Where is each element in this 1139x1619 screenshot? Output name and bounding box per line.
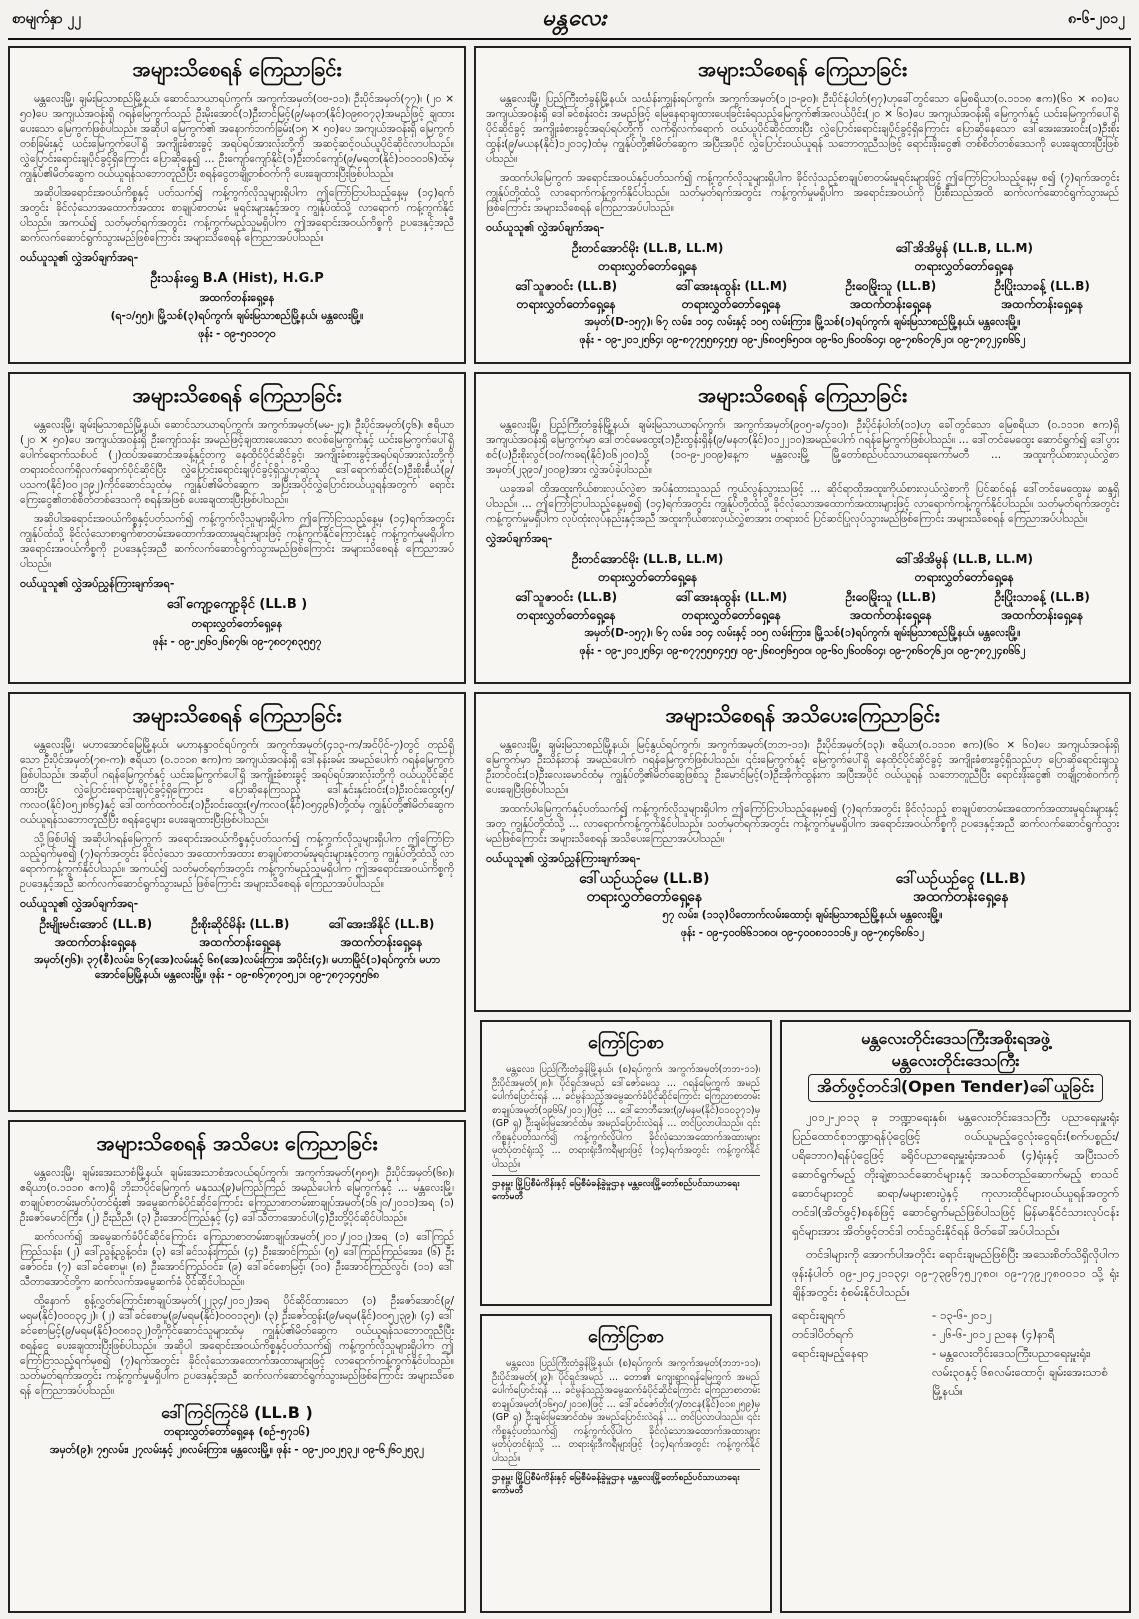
issue-date: ၈-၆-၂၀၁၂ xyxy=(1067,10,1125,27)
lawyer-role: အထက်တန်းရှေ့နေ xyxy=(55,935,137,949)
detail-label: ရောင်းချမည့်နေရာ xyxy=(792,1346,869,1360)
detail-label: ရောင်းချရက် xyxy=(792,1308,846,1322)
detail-value: - ၂၆-၆-၂၀၁၂ ညနေ (၄)နာရီ xyxy=(932,1327,1055,1341)
lawyer-block xyxy=(846,588,937,624)
lawyer-phone: ဖုန်း - ၀၉-၂၅၆၀၂၆၈၇၆၊ ၀၉-၇၈၀၇၈၃၅၅၇ xyxy=(152,636,322,648)
lawyer-role: တရားလွှတ်တော်ရှေ့နေ xyxy=(681,297,781,311)
notice-ad-2 xyxy=(474,46,1131,364)
lawyer-block xyxy=(329,915,435,951)
notice-title: ကြော်ငြာစာ xyxy=(587,1032,665,1053)
lawyer-name: ဒေါ်အိအိမွန် (LL.B, LL.M) xyxy=(895,552,1033,566)
notice-body: မန္တလေး၊ ပြည်ကြီးတံခွန်မြို့နယ်၊ (စ)ရပ်ကွက်၊ အကွက်အမှတ်(ဘဘ-၁၁)၊ ဦးပိုင်အမှတ်(၂၉)၊ ပိုင်ရှင်အမည် ... တော၏ ကျေးရွာဂရန်မြေကွက် အမည်ပေါက်ပြောင်းရန် ... ခင်မွန်သည့်အမွေဆက်ခံပိုင်ဆိုင်ကြောင်း ကြေညာစာတမ်းစာချုပ်အမှတ်(၁၆၅၀/၂၀၁၈)ဖြင့် ... ဒေါ်ခင်ဇော်တိုး(၇/တငန(နိုင်)၀၁၈၂၅၉)မှ (GP ရှ) ဦးချမ်းမြအောင်ထံမှ အမည်ပြောင်းလဲရန် ... တင်ပြလာပါသည်။ ၎င်းကိစ္စနှင့်ပတ်သက်၍ ကန့်ကွက်လိုပါက ခိုင်လုံသောအထောက်အထားများ မှတ်ပုံတင်ရုံးသို့ ... တရားရုံးဒီကရီများဖြင့် (၁၄)ရက်အတွင်း ကန့်ကွက်နိုင်ပါသည်။ xyxy=(492,1358,760,1464)
announcement-ad-8 xyxy=(480,1020,772,1306)
notice-body: အထက်ပါမြေကွက်နှင့်ပတ်သက်၍ ကန့်ကွက်လိုသူများရှိပါက ဤကြော်ငြာပါသည့်နေ့မှစ၍ (၇)ရက်အတွင်း ခိုင်လုံသည့် စာချုပ်စာတမ်းအထောက်အထားမူရင်းများနှင့်အတူ ကျွန်ုပ်တို့ထံသို့ ... လာရောက်ကန့်ကွက်နိုင်ပါသည်။ သတ်မှတ်ရက်အတွင်း ကန့်ကွက်မှုမရှိပါက အရောင်းအဝယ်ကိစ္စကို ဥပဒေနှင့်အညီ ဆက်လက်ဆောင်ရွက်သွားမည်ဖြစ်ကြောင်း အများသိစေရန် အသိပေးကြေညာအပ်ပါသည်။ xyxy=(486,803,1119,845)
lawyer-role: တရားလွှတ်တော်ရှေ့နေ xyxy=(516,608,616,622)
lawyer-block xyxy=(846,277,937,313)
lawyer-name: ဦးသန်းရွှေ B.A (Hist), H.G.P xyxy=(150,271,324,286)
lawyer-phone: ဖုန်း - ၀၉-၂၀၁၂၅၆၄၊ ၀၉-၈၇၇၅၅၈၄၅၅၊ ၀၉-၂၆၈၀၅၆၅၀၀၊ ၀၉-၆၀၂၆၀၀၆၀၄၊ ၀၉-၇၈၆၀၇၆၂၀၊ ၀၉-၇၈၇၂၄၈၆၆၂ xyxy=(579,334,1026,346)
mandate-line: ဝယ်ယူသူ၏ လွှဲအပ်ချက်အရ- xyxy=(20,897,139,910)
lawyer-name: ဦးဝေမြိုးသူ (LL.B) xyxy=(845,590,937,604)
mandate-line: ဝယ်ယူသူ၏ လွှဲအပ်ချက်အရ- xyxy=(486,221,605,234)
notice-title: အများသိစေရန် ကြေညာခြင်း xyxy=(697,383,907,407)
lawyer-name: ဦးပြိုးသာခန့် (LL.B) xyxy=(994,590,1090,604)
lawyer-block xyxy=(895,239,1033,275)
lawyer-phone: ဖုန်း - ၀၉-၂၀၁၂၅၆၄၊ ၀၉-၈၇၇၅၅၈၄၅၅၊ ၀၉-၂၆၈၀၅၆၅၀၀၊ ၀၉-၆၀၂၆၀၀၆၀၄၊ ၀၉-၇၈၆၀၇၆၂၀၊ ၀၉-၇၈၇၂၄၈၆၆၂ xyxy=(579,645,1026,657)
lawyer-role: တရားလွှတ်တော်ရှေ့နေ xyxy=(598,570,698,584)
notice-title: အများသိစေရန် ကြေညာခြင်း xyxy=(132,383,342,407)
notice-title: အများသိစေရန် ကြေညာခြင်း xyxy=(132,703,342,727)
lawyer-block xyxy=(579,870,709,906)
lawyer-role: တရားလွှတ်တော်ရှေ့နေ xyxy=(914,570,1014,584)
lawyer-name: ဒေါ်ကျော့ကျော့ခိုင် (LL.B ) xyxy=(166,597,308,612)
lawyer-name: ဒေါ်အိအိမွန် (LL.B, LL.M) xyxy=(895,241,1033,255)
lawyer-name: ဦးမျိုးမင်းအောင် (LL.B) xyxy=(39,917,153,931)
lawyer-address: ၅၇ လမ်း၊ (၁၁၃)ပိတောက်လမ်းထောင့်၊ ချမ်းမြသာစည်မြို့နယ်၊ မန္တလေးမြို့။ xyxy=(662,909,943,921)
lawyer-row xyxy=(486,239,1119,275)
lawyer-block xyxy=(995,588,1090,624)
lawyer-row xyxy=(486,870,1119,906)
notice-body: အဆိုပါအရောင်းအဝယ်ကိစ္စနှင့် ပတ်သက်၍ ကန့်ကွက်လိုသူများရှိပါက ဤကြော်ငြာပါသည့်နေ့မှ (၁၄)ရက်အတွင်း ခိုင်လုံသောအထောက်အထား စာချုပ်စာတမ်း မူရင်းများနှင့်အတူ ကျွန်ုပ်ထံသို့ လာရောက် ကန့်ကွက်နိုင်ပါသည်။ အကယ်၍ သတ်မှတ်ရက်အတွင်း ကန့်ကွက်မည့်သူမရှိပါက ဤအရောင်းအဝယ်ကိစ္စကို ဥပဒေနှင့်အညီ ဆက်လက်ဆောင်ရွက်သွားမည်ဖြစ်ကြောင်း အများသိစေရန် ကြေညာအပ်ပါသည်။ xyxy=(20,187,454,244)
tender-detail-row xyxy=(792,1306,1119,1325)
lawyer-role: အထက်တန်းရှေ့နေ xyxy=(913,889,1009,905)
mandate-line: ဝယ်ယူသူ၏ လွှဲအပ်ညွှန်ကြားချက်အရ- xyxy=(20,577,175,590)
notice-body: မန္တလေးမြို့၊ ချမ်းမြသာစည်မြို့နယ်၊ မြင့်နွယ်ရပ်ကွက်၊ အကွက်အမှတ်(ဘဘ-၁၁)၊ ဦးပိုင်အမှတ်(၁၃)၊ ဧရိယာ(၀.၁၁၁၈ ဧက)(၆၀ × ၆၀)ပေ အကျယ်အဝန်းရှိ မြေကွက်မှာ ဦးသိန်းတန် အမည်ပေါက် ဂရန်မြေကွက်ဖြစ်ပါသည်။ ၎င်းမြေကွက်နှင့် မြေကွက်ပေါ်ရှိ နေထိုင်ပိုင်ဆိုင်ခွင့် အကျိုးခံစားခွင့်ရှိသည်ဟု ပြောဆိုရောင်းချသူ ဦးတင်ဝင်း(၁)ဦးလေးမောင်ထံမှ ကျွန်ုပ်တို့၏မိတ်ဆွေဖြစ်သူ ဦးမောင်မြင့်(၁)ဦးအိုက်ထွန်းက အပြီးအပိုင် ဝယ်ယူရန် သဘောတူညီပြီး ရောင်းဖိုးငွေ၏ တချို့တစ်ဝက်ကို ပေးချေပြီးဖြစ်ပါသည်။ xyxy=(486,739,1119,796)
lawyer-address: အမှတ်(D-၁၅၇)၊ ၆၇ လမ်း၊ ၁၀၄ လမ်းနှင့် ၁၀၅ လမ်းကြား၊ မြို့သစ်(၁)ရပ်ကွက်၊ ချမ်းမြသာစည်မြို့နယ်၊ မန္တလေးမြို့။ xyxy=(584,316,1021,328)
lawyer-address: အမှတ်(၉)၊ ၇၅လမ်း၊ ၂၇လမ်းနှင့် ၂၈လမ်းကြား၊ မန္တလေးမြို့။ ဖုန်း - ၀၉-၂၀၀၂၅၃၂၊ ၀၉-၆၂၆၀၂၅၃၂ xyxy=(49,1444,425,1456)
notice-body: မန္တလေးမြို့၊ ချမ်းမြသာစည်မြို့နယ်၊ ဆောင်သာယာရပ်ကွက်၊ အကွက်အမှတ်(၀ဗ-၁၁)၊ ဦးပိုင်အမှတ်(၇၇)၊ (၂၀ × ၅၀)ပေ အကျယ်အဝန်းရှိ ဂရန်မြေကွက်သည် ဦးမိုးအောင်(၁)ဦးတင်မြင့်(၉/မနတ(နိုင်)၀၉၈၀၇၃)အမည်ဖြင့် ချထားပေးသော မြေကွက်ဖြစ်ပါသည်။ အဆိုပါ မြေကွက်၏ အနောက်ဘက်ခြမ်း(၁၅ × ၅၀)ပေ အကျယ်အဝန်းရှိ မြေကွက်တစ်ခြမ်းနှင့် ယင်းမြေကွက်ပေါ်ရှိ အကျိုးခံစားခွင့် အရပ်ရပ်အားလုံးတို့ကို အဆင့်ဆင့်ဝယ်ယူပိုင်ဆိုင်လာပါသည်။ လွှဲပြောင်းရောင်းချပိုင်ခွင့်ရှိကြောင်း ပြောဆိုနေ၍ ... ဦးကျော်ကျော်နိုင်(၁)ဦးတင်ကျော်(၉/မရတ(နိုင်)၁၀၁၀၁၆)ထံမှ ကျွန်ုပ်၏မိတ်ဆွေက ဝယ်ယူရန်သဘောတူညီပြီး စရန်ငွေတချို့တစ်ဝက်ကို ပေးချေထားပြီးဖြစ်ပါသည်။ xyxy=(20,93,454,180)
notice-body: ယခုအခါ ထိုအထူးကိုယ်စားလှယ်လွှဲစာ အပ်နှံထားသူသည် ကွယ်လွန်သွားသဖြင့် ... ဆိုင်ရာထိုအထူးကိုယ်စားလှယ်လွှဲစာကို ပြင်ဆင်ရန် ဒေါ်တင်မေထွေးမှ ဆန္ဒရှိပါသည်။ ... ဤကြော်ငြာပါသည့်နေ့မှစ၍ (၁၄)ရက်အတွင်း ကျွန်ုပ်တို့ထံသို့ ခိုင်လုံသောအထောက်အထားများဖြင့် လာရောက်ကန့်ကွက်နိုင်ပါသည်။ သတ်မှတ်ရက်အတွင်း ကန့်ကွက်မှုမရှိပါက လုပ်ထုံးလုပ်နည်းနှင့်အညီ အထူးကိုယ်စားလှယ်လွှဲစာအား တရားဝင် ပြင်ဆင်ပြုလုပ်သွားမည်ဖြစ်ကြောင်း အများသိစေရန် ကြေညာအပ်ပါသည်။ xyxy=(486,483,1119,525)
lawyer-name: ဦးတင်အောင်မိုး (LL.B, LL.M) xyxy=(572,552,724,566)
notice-title: အများသိစေရန် ကြေညာခြင်း xyxy=(697,57,907,81)
lawyer-phone: ဖုန်း - ၀၉-၄၀၀၆၆၁၁၈၀၊ ၀၉-၄၀၀၈၁၁၁၁၆၂၊ ၀၉-၇၈၄၆၈၆၁၂ xyxy=(680,927,925,939)
lawyer-role: အထက်တန်းရှေ့နေ xyxy=(340,935,423,949)
tender-body: ၂၀၁၂-၂၀၁၃ ခု ဘဏ္ဍာရေးနှစ်၊ မန္တလေးတိုင်းဒေသကြီး ပညာရေးမှူးရုံး ပြည်ထောင်စုဘဏ္ဍာရန်ပုံငွေဖြင့် ဝယ်ယူမည့်ငွေလုံးငွေရင်း(စက်ပစ္စည်း/ပရိဘောဂ)ရန်ပုံငွေဖြင့် ခရိုင်ပညာရေးမှူးရုံးအသစ် (၄)ရုံးနှင့် အပြီးသတ်ဆောင်ရွက်မည့် တိုးချဲ့စာသင်ဆောင်များနှင့် အသစ်တည်ဆောက်မည့် စာသင်ဆောင်များတွင် ဆရာ/မများစားပွဲနှင့် ကုလားထိုင်များဝယ်ယူရန်အတွက် တင်ဒါ(အိတ်ဖွင့်)စနစ်ဖြင့် ဆောင်ရွက်မည်ဖြစ်ပါသဖြင့် မြန်မာနိုင်ငံသားလုပ်ငန်းရှင်များအား အိတ်ဖွင့်တင်ဒါ တင်သွင်းနိုင်ရန် ဖိတ်ခေါ်အပ်ပါသည်။ xyxy=(792,1110,1119,1238)
tender-title-govt: မန္တလေးတိုင်းဒေသကြီးအစိုးရအဖွဲ့ xyxy=(861,1029,1050,1048)
lawyer-name: ဒေါ်သူဇာဝင်း (LL.B) xyxy=(515,279,618,293)
notice-title: အများသိစေရန် ကြေညာခြင်း xyxy=(132,57,342,81)
lawyer-role: တရားလွှတ်တော်ရှေ့နေ xyxy=(914,259,1014,273)
notice-ad-4 xyxy=(474,372,1131,684)
lawyer-name: ဒေါ်ယဉ်ယဉ်မေ (LL.B) xyxy=(579,871,710,887)
notice-ad-7 xyxy=(8,1120,466,1613)
notice-body: မန္တလေးမြို့၊ ချမ်းမြသာစည်မြို့နယ်၊ ဆောင်သာယာရပ်ကွက်၊ အကွက်အမှတ်(မမ-၂၄)၊ ဦးပိုင်အမှတ်(၄၆)၊ ဧရိယာ (၂၀ × ၅၀)ပေ အကျယ်အဝန်းရှိ ဦးကျော်သန်း အမည်ဖြင့်ချထားပေးသော စလစ်မြေကွက်နှင့် ယင်းမြေကွက်ပေါ်ရှိ ပေါက်ရောက်သစ်ပင် (၂)ထပ်အဆောင်အခန့်နှင့်တကွ နေထိုင်ပိုင်ဆိုင်ခွင့်၊ အကျိုးခံစားခွင့်အရပ်ရပ်အားလုံးတို့ကို တရားဝင်လက်ရှိလက်ရောက်ပိုင်ဆိုင်ပြီး လွှဲပြောင်းရောင်းချပိုင်ခွင့်ရှိသူဟုဆိုသူ ဒေါ်ရောက်ဆိုင်(၁)ဦးစိုးစီယံ(၉/ပသက(နိုင်)၀၀၂၁၉၂)ကိုင်ဆောင်သူထံမှ ကျွန်ုပ်၏မိတ်ဆွေက အပြီးအပိုင်လွှဲပြောင်းဝယ်ယူရန်အတွက် ရောင်းကြေးငွေ၏တစ်စိတ်တစ်ဒေသကို စရန်အဖြစ် ပေးချေထားပြီးဖြစ်ပါသည်။ xyxy=(20,419,454,506)
notice-body: အထက်ပါမြေကွက် အရောင်းအဝယ်နှင့်ပတ်သက်၍ ကန့်ကွက်လိုသူများရှိပါက ခိုင်လုံသည့်စာချုပ်စာတမ်းမူရင်းများဖြင့် ဤကြော်ငြာပါသည့်နေ့မှ စ၍ (၇)ရက်အတွင်း ကျွန်ုပ်တို့ထံသို့ လာရောက်ကန့်ကွက်နိုင်ပါသည်။ သတ်မှတ်ရက်အတွင်း ကန့်ကွက်မှုမရှိပါက အရောင်းအဝယ်ကို ပြီးစီးသည်အထိ ဆက်လက်ဆောင်ရွက်သွားမည်ဖြစ်ကြောင်း အများသိစေရန် ကြေညာအပ်ပါသည်။ xyxy=(486,172,1119,214)
lawyer-block xyxy=(995,277,1090,313)
lawyer-address: (ရ-၁/၅၅)၊ မြို့သစ်(၃)ရပ်ကွက်၊ ချမ်းမြသာစည်မြို့နယ်၊ မန္တလေးမြို့။ xyxy=(110,310,364,322)
lawyer-block xyxy=(515,277,617,313)
notice-title: ကြော်ငြာစာ xyxy=(587,1326,665,1347)
lawyer-block xyxy=(675,588,787,624)
lawyer-name: ဦးစိုးဆိုင်မိန်း (LL.B) xyxy=(191,917,290,931)
announcement-ad-9 xyxy=(480,1314,772,1613)
lawyer-block xyxy=(515,588,617,624)
lawyer-name: ဦးဝေမြိုးသူ (LL.B) xyxy=(845,279,937,293)
notice-body: မန္တလေးမြို့၊ ပြည်ကြီးတံခွန်မြို့နယ်၊ ချမ်းမြသာယာရပ်ကွက်၊ အကွက်အမှတ်(၉၀၅-ခ/၄၁၀)၊ ဦးပိုင်နံပါတ်(၁၁)ဟု ခေါ်တွင်သော မြေစရိယာ (၀.၁၁၁၈ ဧက)ရှိ အကျယ်အဝန်းရှိ မြေကွက်မှာ ဒေါ်တင်မေထွေး(၁)ဦးထွန်းရှိန်(၉/မနတ(နိုင်)၀၁၂၂၁၀)အမည်ပေါက် ဂရန်မြေကွက်ဖြစ်ပါသည်။ ... ဒေါ်တင်မေထွေး ဆောင်ရွက်၍ ဒေါ်ပွားစင်(ပ)ဦးစိုးလွင်(၁၀/ကခရ(နိုင်)၀၆၂၀၀)သို့ (၁၀-၉-၂၀၀၉)နေ့က မန္တလေးမြို့ မြို့တော်စည်ပင်သာယာရေးကော်မတီ ... အထူးကိုယ်စားလှယ်လွှဲစာအမှတ်(၂၃၉၁/၂၀၀၉)အား လွှဲအပ်ခဲ့ပါသည်။ xyxy=(486,419,1119,476)
lawyer-name: ဒေါ်အေးနုထွန်း (LL.M) xyxy=(675,590,788,604)
tender-detail-row xyxy=(792,1325,1119,1344)
lawyer-role: အထက်တန်းရှေ့နေ xyxy=(850,297,932,311)
tender-subtitle: အိတ်ဖွင့်တင်ဒါ(Open Tender)ခေါ်ယူခြင်း xyxy=(808,1074,1103,1102)
lawyer-role: အထက်တန်းရှေ့နေ xyxy=(1001,297,1084,311)
lawyer-name: ဦးတင်အောင်မိုး (LL.B, LL.M) xyxy=(572,241,724,255)
masthead-logo: မန္တလေး xyxy=(542,4,608,31)
tender-title-region: မန္တလေးတိုင်းဒေသကြီး xyxy=(891,1051,1020,1070)
lawyer-role: တရားလွှတ်တော်ရှေ့နေ xyxy=(191,617,283,630)
notice-body: အဆိုပါအရောင်းအဝယ်ကိစ္စနှင့်ပတ်သက်၍ ကန့်ကွက်လိုသူများရှိပါက ဤကြော်ငြာသည့်နေ့မှ (၁၄)ရက်အတွင်း ကျွန်ုပ်ထံသို့ ခိုင်လုံသောစာရွက်စာတမ်းအထောက်အထားမူရင်းများဖြင့် ကန့်ကွက်နိုင်ကြောင်းနှင့် ကန့်ကွက်မှုမရှိပါက အရောင်းအဝယ်ကိစ္စကို ဥပဒေနှင့်အညီ ဆက်လက်ဆောင်ရွက်သွားမည်ဖြစ်ကြောင်း အများသိစေရန် ကြေညာအပ်ပါသည်။ xyxy=(20,513,454,570)
lawyer-block xyxy=(572,550,723,586)
lawyer-signature xyxy=(20,1403,454,1441)
lawyer-row xyxy=(486,277,1119,313)
notice-body: မန္တလေးမြို့၊ ပြည်ကြီးတံခွန်မြို့နယ်၊ သင်္ဃန်းကျွန်းရပ်ကွက်၊ အကွက်အမှတ်(၁၂၁-၉၀)၊ ဦးပိုင်နံပါတ်(၅၇)ဟုခေါ်တွင်သော မြေစရိယာ(၀.၁၁၁၈ ဧက)(၆၀ × ၈၀)ပေ အကျယ်အဝန်းရှိ ဒေါ်ခင်စန်းဝင်း အမည်ဖြင့် မြေနေရာချထားပေးခြင်းခံရသည့်မြေကွက်၏အလယ်ပိုင်း(၂၀ × ၆၀)ပေ အကျယ်အဝန်းရှိ မြေကွက်နှင့် ယင်းမြေကွက်ပေါ်ရှိ ပိုင်ဆိုင်ခွင့် အကျိုးခံစားခွင့်အရပ်ရပ်တို့ကို လက်ရှိလက်ရောက် ဝယ်ယူပိုင်ဆိုင်ထားပြီး လွှဲပြောင်းရောင်းချပိုင်ခွင့်ရှိကြောင်း ပြောဆိုနေသော ဒေါ်အေးအေးဝင်း(၁)ဦးစိုးထွန်း(၉/မယန(နိုင်)၁၂၀၁၄)ထံမှ ကျွန်ုပ်တို့၏မိတ်ဆွေက အပြီးအပိုင် လွှဲပြောင်းဝယ်ယူရန် သဘောတူညီသဖြင့် ရောင်းဖိုးငွေ၏ တစ်စိတ်တစ်ဒေသကို ပေးချေထားပြီးဖြစ်ပါသည်။ xyxy=(486,93,1119,165)
lawyer-signature xyxy=(20,595,454,633)
lawyer-address: အမှတ်(၅၆)၊ ၃၇(စီ)လမ်း၊ ၆၇(အေ)လမ်းနှင့် ၆၈(အေ)လမ်းကြား၊ အပိုင်း(၄)၊ မဟာမြိုင်(၁)ရပ်ကွက်၊ မဟာအောင်မြေမြို့နယ်၊ မန္တလေးမြို့။ ဖုန်း - ၀၉-၈၆၇၈၇၀၅၂၁၊ ၀၉-၇၈၇၁၄၅၅၆၈ xyxy=(34,954,440,981)
lawyer-name: ဒေါ်အေးအိနိုင် (LL.B) xyxy=(328,917,435,931)
detail-value: - ၁၃-၆-၂၀၁၂ xyxy=(932,1308,992,1322)
lawyer-block xyxy=(895,550,1033,586)
tender-body: တင်ဒါများကို အောက်ပါအတိုင်း ရောင်းချမည်ဖြစ်ပြီး အသေးစိတ်သိရှိလိုပါက ဖုန်းနံပါတ် ၀၉-၂၀၄၂၁၁၃၄၊ ၀၉-၇၃၉၆၇၅၂၇၈၀၊ ၀၉-၇၇၉၂၇၈၀၀၁၁ သို့ ရုံးချိန်အတွင်း စုံစမ်းနိုင်ပါသည်။ xyxy=(792,1247,1119,1299)
notice-body: မန္တလေး၊ ပြည်ကြီးတံခွန်မြို့နယ်၊ (စ)ရပ်ကွက်၊ အကွက်အမှတ်(ဘဘ-၁၁)၊ ဦးပိုင်အမှတ်(၂၈)၊ ပိုင်ရှင်အမည် ဒေါ်ဇော်မေသူ ... ဂရန်မြေကွက် အမည်ပေါက်ပြောင်းရန် ... ခင်မွန်သည့်အမွေဆက်ခံပိုင်ဆိုင်ကြောင်း ကြေညာစာတမ်းစာချုပ်အမှတ်(၁၉၆၆/၂၀၁၂)ဖြင့် ... ဒေါ်ဘေဘီအေး(၉/မနမ(နိုင်)၀၁၀၃၇၁)မှ (GP ရှ) ဦးချမ်းမြအောင်ထံမှ အမည်ပြောင်းလဲရန် ... တင်ပြလာပါသည်။ ၎င်းကိစ္စနှင့်ပတ်သက်၍ ကန့်ကွက်လိုပါက ခိုင်လုံသောအထောက်အထားများ မှတ်ပုံတင်ရုံးသို့ ... တရားရုံးဒီကရီများဖြင့် (၁၄)ရက်အတွင်း ကန့်ကွက်နိုင်ပါသည်။ xyxy=(492,1064,760,1170)
lawyer-address: အမှတ်(D-၁၅၇)၊ ၆၇ လမ်း၊ ၁၀၄ လမ်းနှင့် ၁၀၅ လမ်းကြား၊ မြို့သစ်(၁)ရပ်ကွက်၊ ချမ်းမြသာစည်မြို့နယ်၊ မန္တလေးမြို့။ xyxy=(584,627,1021,639)
mandate-line: လွှဲအပ်ချက်အရ- xyxy=(486,532,553,545)
lawyer-role: အထက်တန်းရှေ့နေ xyxy=(850,608,932,622)
open-tender-notice xyxy=(780,1020,1131,1613)
mandate-line: ဝယ်ယူသူ၏ လွှဲအပ်ညွှန်ကြားချက်အရ- xyxy=(486,852,641,865)
lawyer-name: ဒေါ်ကြင်ကြင်မိ (LL.B ) xyxy=(161,1403,313,1422)
notice-ad-3 xyxy=(8,372,466,684)
page-number: စာမျက်နှာ ၂၂ xyxy=(12,10,82,27)
lawyer-signature xyxy=(20,269,454,307)
lawyer-role: အထက်တန်းရှေ့နေ xyxy=(1001,608,1084,622)
lawyer-name: ဒေါ်အေးနုထွန်း (LL.M) xyxy=(675,279,788,293)
page-header xyxy=(8,0,1131,40)
notice-body: ဆက်လက်၍ အမွေဆက်ခံပိုင်ဆိုင်ကြောင်း ကြေညာစာတမ်းစာချုပ်အမှတ်(၂၀၁၂/၂၀၁၂)အရ (၁) ဒေါ်ကြည်ကြည်သန်း၊ (၂) ဒေါ်ညွန့်ညွန့်ဝင်း၊ (၃) ဒေါ်ခင်သန်းကြည်၊ (၄) ဦးအောင်ကြည်၊ (၅) ဒေါ်ကြည်ကြည်အေး၊ (၆) ဦးဇော်ဝင်း၊ (၇) ဒေါ်ခင်စောမူ၊ (၈) ဦးအောင်ကြည်ဝင်း၊ (၉) ဒေါ်ခင်စောမြင့်၊ (၁၀) ဦးအောင်ကြည်လွင်၊ (၁၁) ဒေါ်သီတာအောင်တို့က ဆက်လက်အမွေဆက်ခံ ပိုင်ဆိုင်ပါသည်။ xyxy=(20,1231,454,1288)
lawyer-role: အထက်တန်းရှေ့နေ xyxy=(199,935,282,949)
lawyer-name: ဒေါ်သူဇာဝင်း (LL.B) xyxy=(515,590,618,604)
lawyer-phone: ဖုန်း - ၀၉-၅၀၁၀၇၀ xyxy=(198,328,276,340)
lawyer-block xyxy=(191,915,289,951)
lawyer-row xyxy=(20,915,454,951)
issuing-office: ဌာနမှူး မြို့ပြစီမံကိန်းနှင့် မြေစီမံခန့်ခွဲမှုဌာန မန္တလေးမြို့တော်စည်ပင်သာယာရေးကော်မတီ xyxy=(492,1175,760,1204)
notice-body: ထို့နောက် စွန့်လွှတ်ကြောင်းစာချုပ်အမှတ်(၂၂၃၄/၂၀၁၂)အရ ပိုင်ဆိုင်ထားသော (၁) ဦးဇော်အောင်(၉/မရမ(နိုင်)၀၀၀၃၄၂)၊ (၂) ဒေါ်ခင်စောမူ(၉/မရမ(နိုင်)၀၀၀၁၃၅)၊ (၃) ဦးဇော်ထွန်း(၉/မရမ(နိုင်)၀၀၅၂၃၉)၊ (၄) ဒေါ်ခင်စောမြင့်(၉/မရမ(နိုင်)၀၀၈၁၃၂)တို့ကိုင်ဆောင်သူများထံမှ ကျွန်ုပ်၏မိတ်ဆွေက ဝယ်ယူရန်သဘောတူညီပြီး စရန်ငွေ ပေးချေထားပြီးဖြစ်ပါသည်။ အဆိုပါ အရောင်းအဝယ်ကိစ္စနှင့်ပတ်သက်၍ ကန့်ကွက်လိုသူများရှိပါက ဤကြော်ငြာသည့်ရက်မှစ၍ (၇)ရက်အတွင်း ခိုင်လုံသောအထောက်အထားများဖြင့် လာရောက်ကန့်ကွက်နိုင်ပါသည်။ သတ်မှတ်ရက်အတွင်း ကန့်ကွက်မှုမရှိပါက ဥပဒေနှင့်အညီ ဆက်လက်ဆောင်ရွက်သွားမည်ဖြစ်ကြောင်း အများသိစေရန် ကြေညာအပ်ပါသည်။ xyxy=(20,1295,454,1397)
lawyer-block xyxy=(896,870,1026,906)
lawyer-role: တရားလွှတ်တော်ရှေ့နေ xyxy=(516,297,616,311)
notice-ad-5 xyxy=(8,692,466,1112)
detail-label: တင်ဒါပိတ်ရက် xyxy=(792,1327,854,1341)
lawyer-row xyxy=(486,588,1119,624)
lawyer-role: အထက်တန်းရှေ့နေ xyxy=(199,291,275,304)
notice-title: အများသိစေရန် အသိပေးကြေညာခြင်း xyxy=(665,703,940,727)
detail-value: - မန္တလေးတိုင်းဒေသကြီးပညာရေးမှူးရုံး၊ လမ်း၃၀နှင့် ၆၈လမ်းထောင့်၊ ချမ်းအေးသာစံမြို့နယ်။ xyxy=(932,1346,1108,1398)
lawyer-role: တရားလွှတ်တော်ရှေ့နေ (စဉ်-၅၇၁၆) xyxy=(163,1425,311,1438)
lawyer-block xyxy=(40,915,153,951)
tender-detail-row xyxy=(792,1344,1119,1401)
notice-body: မန္တလေးမြို့၊ ချမ်းအေးသာစံမြို့နယ်၊ ချမ်းအေးသာစံအလယ်ရပ်ကွက်၊ အကွက်အမှတ်(၅၈၅)၊ ဦးပိုင်အမှတ်(၆၈)၊ ဧရိယာ(၀.၁၁၁၈ ဧက)ရှိ ဘိုးဘပိုင်မြေကွက် မနုဿ(၉)မကြည်ကြည် အမည်ပေါက် မြေကွက်နှင့် ... မန္တလေးမြို့၊ စာချုပ်စာတမ်းမှတ်ပုံတင်ရုံး၏ အမွေဆက်ခံပိုင်ဆိုင်ကြောင်း ကြေညာစာတမ်းစာချုပ်အမှတ်(၁၆၂၀/၂၀၁၁)အရ (၁) ဦးဇော်မောင်ကြီး၊ (၂) ဦးညီညီ၊ (၃) ဦးအောင်ကြည်နှင့် (၄) ဒေါ်သီတာအောင်ပါ(၄)ဦးတို့ပိုင်ဆိုင်ပါသည်။ xyxy=(20,1167,454,1224)
lawyer-block xyxy=(572,239,723,275)
lawyer-role: တရားလွှတ်တော်ရှေ့နေ xyxy=(681,608,781,622)
notice-body: သို့ဖြစ်ပါ၍ အဆိုပါဂရန်မြေကွက် အရောင်းအဝယ်ကိစ္စနှင့်ပတ်သက်၍ ကန့်ကွက်လိုသူများရှိပါက ဤကြော်ငြာသည့်ရက်မှစ၍ (၇)ရက်အတွင်း ခိုင်လုံသော အထောက်အထား စာချုပ်စာတမ်းမူရင်းများနှင့်တကွ ကျွန်ုပ်တို့ထံသို့ လာရောက်ကန့်ကွက်နိုင်ပါသည်။ အကယ်၍ သတ်မှတ်ရက်အတွင်း ကန့်ကွက်မည့်သူမရှိပါက ဤအရောင်းအဝယ်ကိစ္စကို ဥပဒေနှင့်အညီ ဆက်လက်ဆောင်ရွက်သွားမည် ဖြစ်ကြောင်း အများသိစေရန် ကြေညာအပ်ပါသည်။ xyxy=(20,833,454,890)
mandate-line: ဝယ်ယူသူ၏ လွှဲအပ်ချက်အရ- xyxy=(20,251,139,264)
lawyer-row xyxy=(486,550,1119,586)
notice-title: အများသိစေရန် အသိပေး ကြေညာခြင်း xyxy=(96,1131,378,1155)
issuing-office: ဌာနမှူး မြို့ပြစီမံကိန်းနှင့် မြေစီမံခန့်ခွဲမှုဌာန မန္တလေးမြို့တော်စည်ပင်သာယာရေးကော်မတီ xyxy=(492,1469,760,1498)
notice-ad-6 xyxy=(474,692,1131,1012)
lawyer-block xyxy=(675,277,787,313)
lawyer-name: ဒေါ်ယဉ်ယဉ်ငွေ (LL.B) xyxy=(895,871,1026,887)
notice-body: မန္တလေးမြို့၊ မဟာအောင်မြေမြို့နယ်၊ မဟာနန္ဒာဝင်ရပ်ကွက်၊ အကွက်အမှတ်(၄၁၃-က/အင်ပိုင်-၇)တွင် တည်ရှိသော ဦးပိုင်အမှတ်(၇၈-က)၊ ဧရိယာ (၀.၁၁၁၈ ဧက)က အကျယ်အဝန်းရှိ ဒေါ်နန်းခမ်း အမည်ပေါက် ဂရန်မြေကွက်ဖြစ်ပါသည်။ အဆိုပါ ဂရန်မြေကွက်နှင့် ယင်းမြေကွက်ပေါ်ရှိ အကျိုးခံစားခွင့် အရပ်ရပ်အားလုံးတို့ကို ဝယ်ယူပိုင်ဆိုင်ထားပြီး လွှဲပြောင်းရောင်းချပိုင်ခွင့်ရှိကြောင်း ပြောဆိုနေကြသည့် ဒေါ်နှင်းနှင်းဝင်း(၁)ဦးဝင်းထွေး(၅/ကလဝ(နိုင်)၀၅၂၈၆၄)နှင့် ဒေါ်ထက်ထက်ဝင်း(၁)ဦးဝင်းထွေး(၅/ကလဝ(နိုင်)၀၅၄၉၆)တို့ထံမှ ကျွန်ုပ်တို့၏မိတ်ဆွေက ဝယ်ယူရန်သဘောတူညီပြီး စရန်ငွေများ ပေးချေထားပြီးဖြစ်ပါသည်။ xyxy=(20,739,454,826)
notice-ad-1 xyxy=(8,46,466,364)
lawyer-name: ဦးပြိုးသာခန့် (LL.B) xyxy=(994,279,1090,293)
lawyer-role: တရားလွှတ်တော်ရှေ့နေ xyxy=(586,889,703,905)
lawyer-role: တရားလွှတ်တော်ရှေ့နေ xyxy=(598,259,698,273)
